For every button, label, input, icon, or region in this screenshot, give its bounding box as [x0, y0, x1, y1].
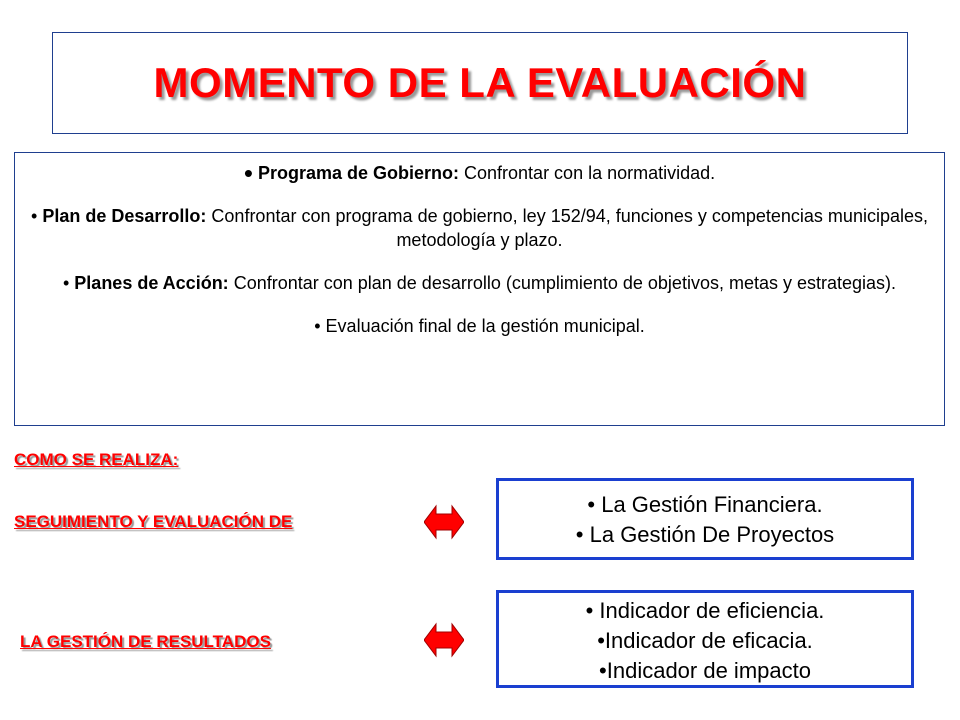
- indicador-eficiencia: • Indicador de eficiencia.: [585, 598, 825, 623]
- item-text: Confrontar con plan de desarrollo (cumplimiento de objetivos, metas y estrategias).: [228, 273, 897, 293]
- gestion-proyectos: • La Gestión De Proyectos: [575, 522, 835, 547]
- gestion-financiera: • La Gestión Financiera.: [587, 492, 823, 517]
- como-se-realiza-heading: COMO SE REALIZA:: [14, 450, 179, 469]
- gestion-resultados-label: LA GESTIÓN DE RESULTADOS: [20, 632, 271, 651]
- item-plan-desarrollo: [31, 204, 928, 252]
- content-box: [14, 152, 945, 426]
- item-label: Plan de Desarrollo:: [42, 206, 207, 226]
- indicadores-box: [496, 590, 914, 688]
- item-label: Programa de Gobierno:: [257, 163, 460, 183]
- item-text: Confrontar con la normatividad.: [459, 163, 716, 183]
- item-planes-accion: [31, 271, 928, 295]
- bullet: •: [62, 273, 75, 293]
- page-title: MOMENTO DE LA EVALUACIÓN: [153, 59, 807, 106]
- bullet: •: [31, 206, 43, 226]
- indicador-eficacia: •Indicador de eficacia.: [597, 628, 813, 653]
- item-evaluacion-final: • Evaluación final de la gestión municipal.: [314, 316, 645, 336]
- item-text: Confrontar con programa de gobierno, ley 152/94, funciones y competencias municipales, metodología y plazo.: [206, 206, 928, 250]
- gestion-box: [496, 478, 914, 560]
- seguimiento-evaluacion-label: SEGUIMIENTO Y EVALUACIÓN DE: [14, 512, 293, 531]
- double-arrow-icon: [424, 620, 464, 660]
- title-box: [52, 32, 908, 134]
- bullet: •: [243, 158, 253, 188]
- item-programa-gobierno: [31, 158, 928, 188]
- double-arrow-icon: [424, 502, 464, 542]
- item-label: Planes de Acción:: [74, 273, 229, 293]
- indicador-impacto: •Indicador de impacto: [599, 658, 811, 683]
